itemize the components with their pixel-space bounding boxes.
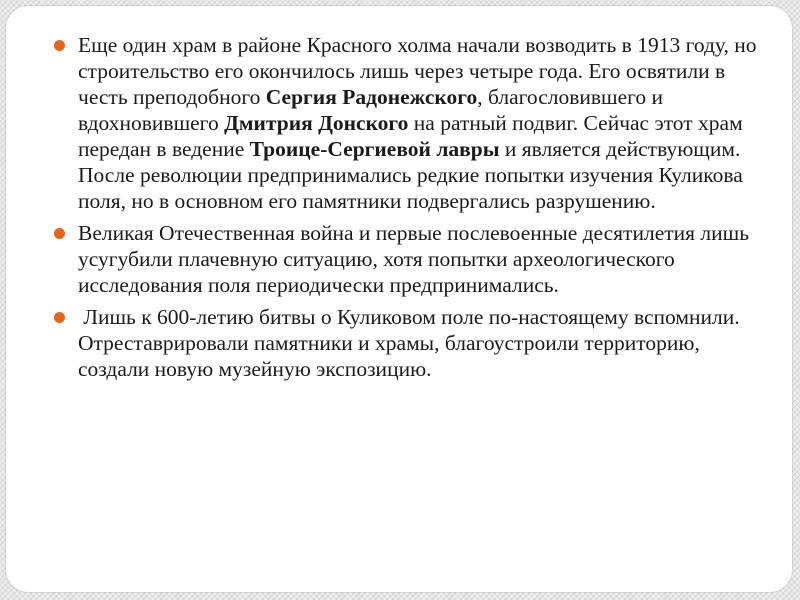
bullet-item [46,220,766,298]
bullet-dot-icon [54,312,65,323]
bullet-item [46,304,766,382]
bullet-text-segment: и является действующим. После революции предпринимались редкие попытки изучения Куликова поля, но в основном его памятники подвергались разрушению. [78,137,743,213]
bullet-text: Лишь к 600-летию битвы о Куликовом поле по-настоящему вспомнили. Отреставрировали памятники и храмы, благоустроили территорию, создали новую музейную экспозицию. [78,305,745,381]
bullet-list [46,32,766,388]
bullet-item [46,32,766,214]
bullet-text-segment: , благословившего и вдохновившего [78,85,664,135]
bold-name-sergius: Сергия Радонежского [265,85,478,109]
slide-frame [6,6,792,592]
bold-name-lavra: Троице-Сергиевой лавры [249,137,500,161]
bullet-dot-icon [54,40,65,51]
bullet-text: Великая Отечественная война и первые послевоенные десятилетия лишь усугубили плачевную ситуацию, хотя попытки археологического исследования поля периодически предпринимались. [78,221,749,297]
bullet-text-segment: на ратный подвиг. Сейчас этот храм передан в ведение [78,111,743,161]
bold-name-dmitry: Дмитрия Донского [224,111,409,135]
bullet-dot-icon [54,228,65,239]
bullet-text [78,33,757,213]
bullet-text-segment: Еще один храм в районе Красного холма начали возводить в 1913 году, но строительство его окончилось лишь через четыре года. Его освятили в честь преподобного [78,33,757,109]
